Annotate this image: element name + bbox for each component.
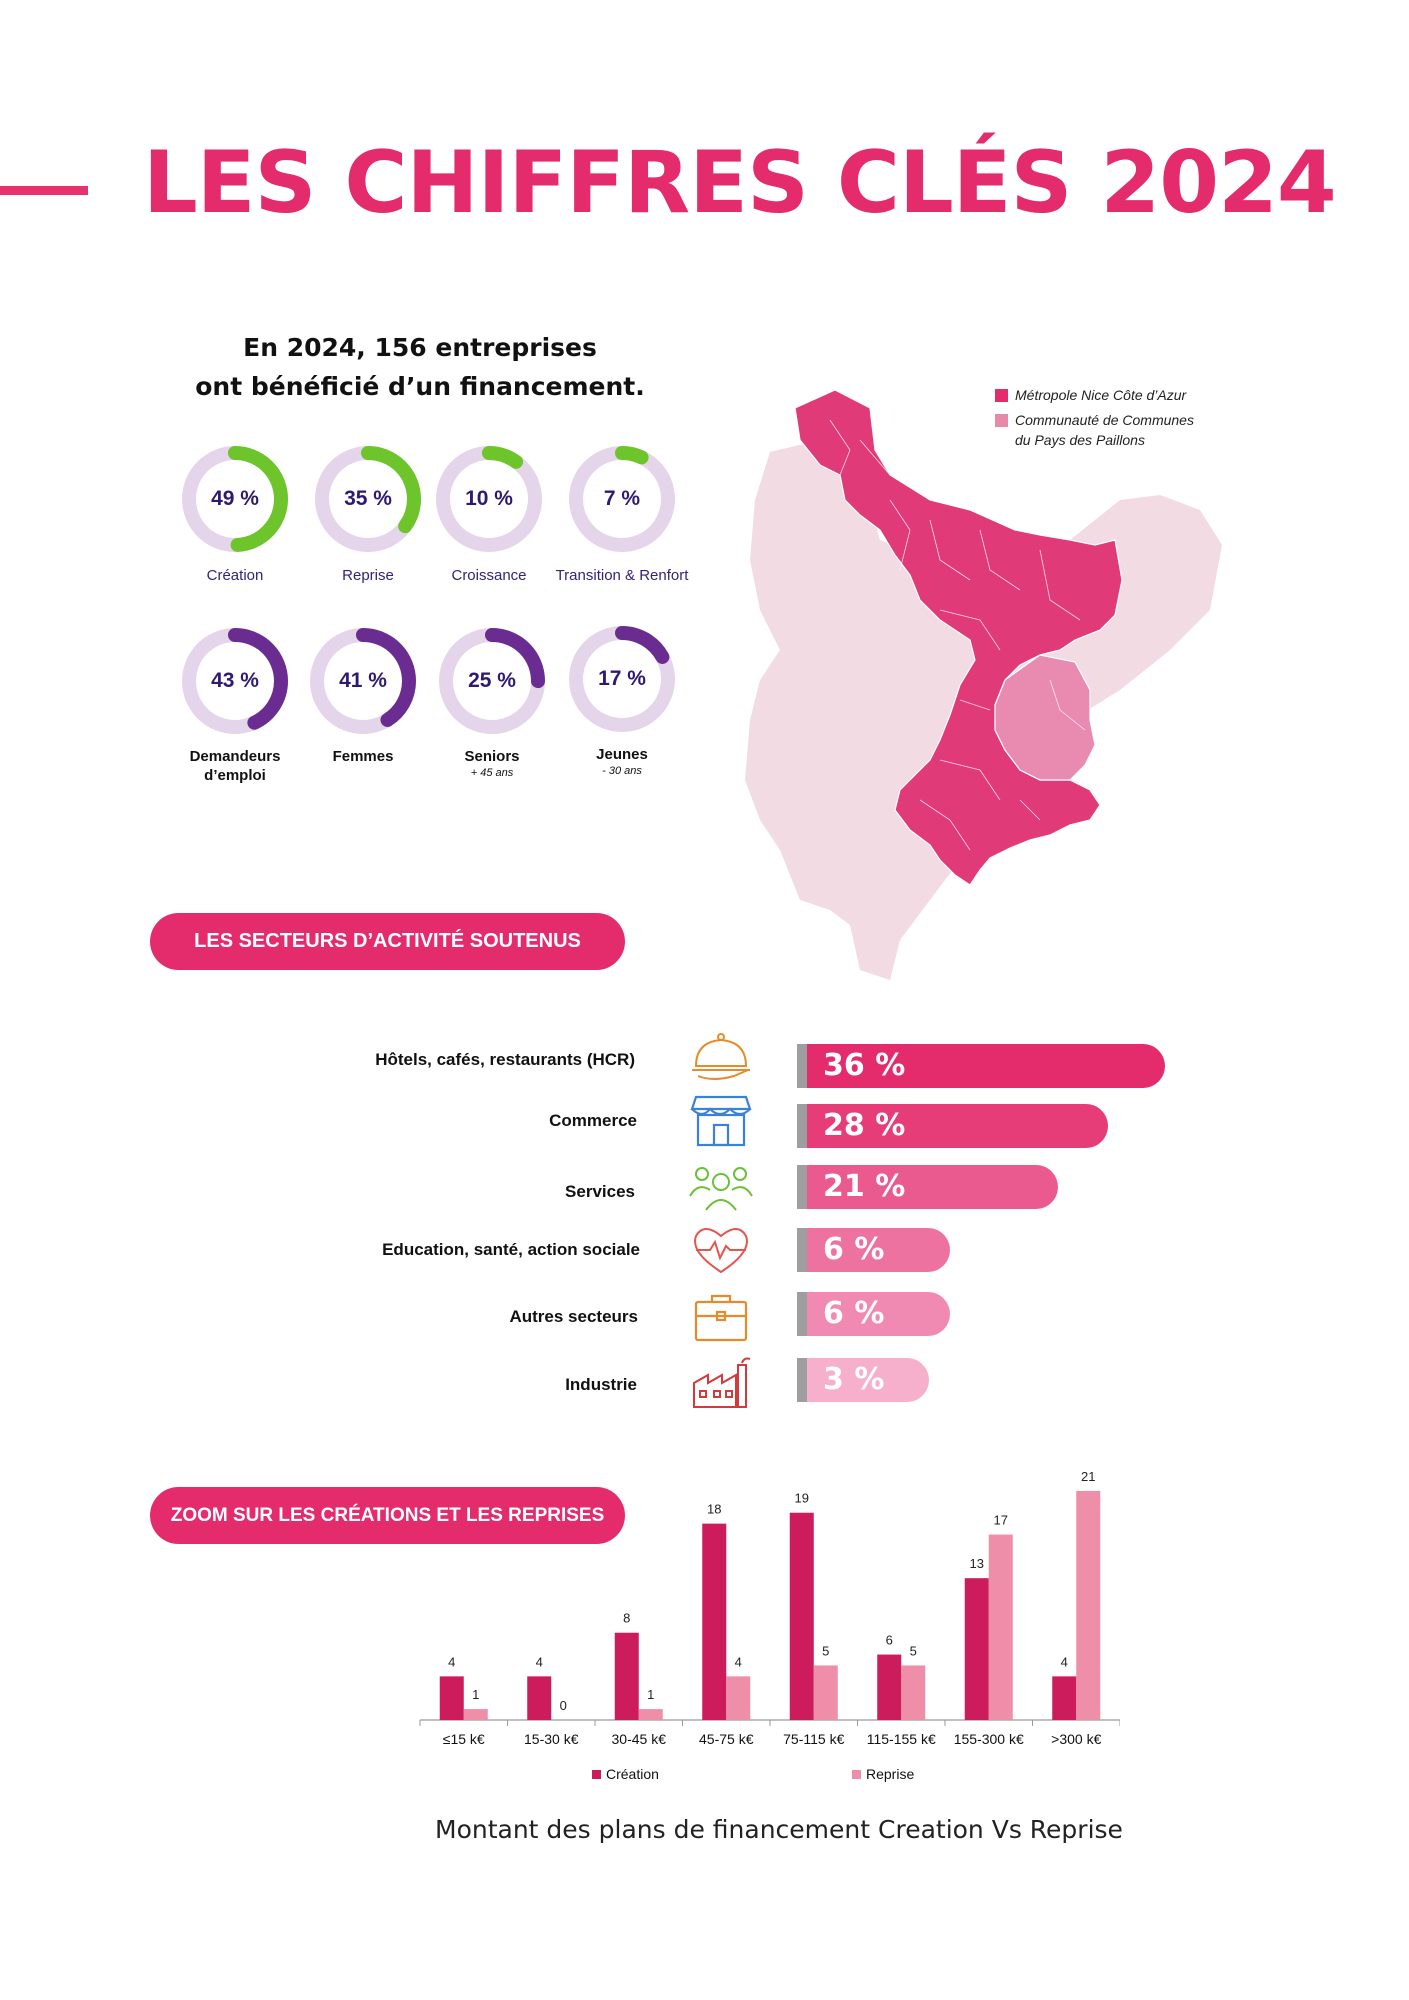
donut-value: 10 %	[465, 487, 513, 510]
donut-label: Création	[206, 567, 264, 584]
bar-data-label: 5	[909, 1643, 917, 1659]
bar-creation	[440, 1676, 464, 1720]
sector-label: Services	[565, 1182, 635, 1201]
x-tick-label: 45-75 k€	[699, 1731, 754, 1747]
sector-bar-value: 21 %	[823, 1169, 906, 1204]
bar-creation	[702, 1524, 726, 1720]
donut-value: 41 %	[339, 669, 387, 692]
bar-reprise	[1076, 1491, 1100, 1720]
sector-label: Autres secteurs	[509, 1307, 638, 1326]
x-tick-label: >300 k€	[1051, 1731, 1102, 1747]
bar-data-label: 4	[1060, 1654, 1068, 1670]
bar-data-label: 6	[885, 1632, 893, 1648]
legend-swatch	[592, 1770, 601, 1779]
donut-transition	[567, 444, 677, 559]
intro-line-1: En 2024, 156 entreprises	[243, 333, 597, 362]
chart-caption: Montant des plans de financement Creation Vs Reprise	[435, 1815, 1123, 1844]
bar-creation	[965, 1578, 989, 1720]
legend-label: Création	[606, 1766, 659, 1782]
sector-label: Education, santé, action sociale	[382, 1240, 640, 1259]
bar-reprise	[639, 1709, 663, 1720]
donut-sublabel: - 30 ans	[602, 765, 642, 777]
x-tick-label: 30-45 k€	[611, 1731, 666, 1747]
bar-tick	[797, 1292, 807, 1336]
x-tick-label: 115-155 k€	[866, 1731, 936, 1747]
donut-label: Seniors	[464, 748, 520, 765]
x-tick-label: 155-300 k€	[953, 1731, 1024, 1747]
heart-icon	[688, 1222, 754, 1276]
bar-data-label: 17	[993, 1512, 1008, 1528]
bar-data-label: 4	[448, 1654, 456, 1670]
x-tick-label: 15-30 k€	[524, 1731, 579, 1747]
title-rule	[0, 186, 88, 195]
donut-label: Transition & Renfort	[555, 567, 689, 584]
donut-value: 43 %	[211, 669, 259, 692]
donut-value: 7 %	[603, 487, 641, 510]
bar-tick	[797, 1228, 807, 1272]
bar-creation	[877, 1655, 901, 1720]
sector-label: Industrie	[565, 1375, 637, 1394]
donut-label-text: Demandeurs d’emploi	[189, 748, 281, 784]
donut-jeunes	[567, 624, 677, 739]
legend-swatch-paillons	[995, 414, 1008, 427]
bar-data-label: 13	[969, 1556, 984, 1572]
bar-data-label: 4	[535, 1654, 543, 1670]
briefcase-icon	[688, 1290, 754, 1344]
donut-label: Femmes	[332, 748, 394, 765]
zoom-heading: ZOOM SUR LES CRÉATIONS ET LES REPRISES	[150, 1487, 625, 1544]
legend-label-paillons: Communauté de Communes	[1015, 412, 1194, 428]
legend-swatch	[852, 1770, 861, 1779]
bar-creation	[527, 1676, 551, 1720]
sector-bar-value: 6 %	[823, 1296, 885, 1331]
donut-value: 35 %	[344, 487, 392, 510]
bar-tick	[797, 1104, 807, 1148]
sector-bar-value: 36 %	[823, 1048, 906, 1083]
donut-label: Croissance	[451, 567, 527, 584]
bar-reprise	[726, 1676, 750, 1720]
x-tick-label: 75-115 k€	[783, 1731, 845, 1747]
bar-data-label: 21	[1081, 1468, 1096, 1484]
store-icon	[688, 1093, 754, 1147]
legend-label: Reprise	[866, 1766, 915, 1782]
donut-creation	[180, 444, 290, 559]
sector-bar-value: 6 %	[823, 1232, 885, 1267]
bar-data-label: 19	[794, 1490, 809, 1506]
bar-data-label: 1	[472, 1687, 480, 1703]
legend-swatch-metropole	[995, 389, 1008, 402]
donut-croissance	[434, 444, 544, 559]
sector-bar-value: 3 %	[823, 1362, 885, 1397]
bar-creation	[615, 1633, 639, 1720]
bar-data-label: 4	[734, 1654, 742, 1670]
sector-label: Commerce	[549, 1111, 637, 1130]
bar-reprise	[901, 1665, 925, 1720]
donut-value: 49 %	[211, 487, 259, 510]
bar-tick	[797, 1358, 807, 1402]
bar-data-label: 1	[647, 1687, 655, 1703]
donut-reprise	[313, 444, 423, 559]
map-legend	[995, 385, 1255, 455]
factory-icon	[688, 1355, 754, 1409]
cloche-icon	[688, 1030, 754, 1084]
page-title: LES CHIFFRES CLÉS 2024	[143, 133, 1336, 233]
donut-demandeurs	[180, 626, 290, 741]
donut-seniors	[437, 626, 547, 741]
bar-data-label: 8	[623, 1610, 631, 1626]
x-tick-label: ≤15 k€	[442, 1731, 485, 1747]
bar-tick	[797, 1165, 807, 1209]
donut-value: 17 %	[598, 667, 646, 690]
intro-line-2: ont bénéficié d’un financement.	[195, 372, 645, 401]
financing-bar-chart	[400, 1460, 1120, 1805]
bar-data-label: 0	[559, 1698, 567, 1713]
donut-label: Jeunes	[596, 746, 648, 763]
bar-tick	[797, 1044, 807, 1088]
bar-data-label: 18	[707, 1501, 722, 1517]
bar-creation	[1052, 1676, 1076, 1720]
donut-sublabel: + 45 ans	[470, 767, 514, 779]
bar-data-label: 5	[822, 1643, 830, 1659]
legend-label-metropole: Métropole Nice Côte d’Azur	[1015, 387, 1187, 403]
donut-label: Reprise	[342, 567, 394, 584]
people-icon	[688, 1160, 754, 1214]
bar-reprise	[989, 1535, 1013, 1720]
sector-bar-value: 28 %	[823, 1108, 906, 1143]
donut-femmes	[308, 626, 418, 741]
legend-label-paillons-2: du Pays des Paillons	[1015, 432, 1145, 448]
region-map	[740, 380, 1280, 990]
bar-reprise	[464, 1709, 488, 1720]
donut-value: 25 %	[468, 669, 516, 692]
bar-creation	[790, 1513, 814, 1720]
sector-label: Hôtels, cafés, restaurants (HCR)	[375, 1050, 635, 1069]
sectors-heading: LES SECTEURS D’ACTIVITÉ SOUTENUS	[150, 913, 625, 970]
bar-reprise	[814, 1665, 838, 1720]
